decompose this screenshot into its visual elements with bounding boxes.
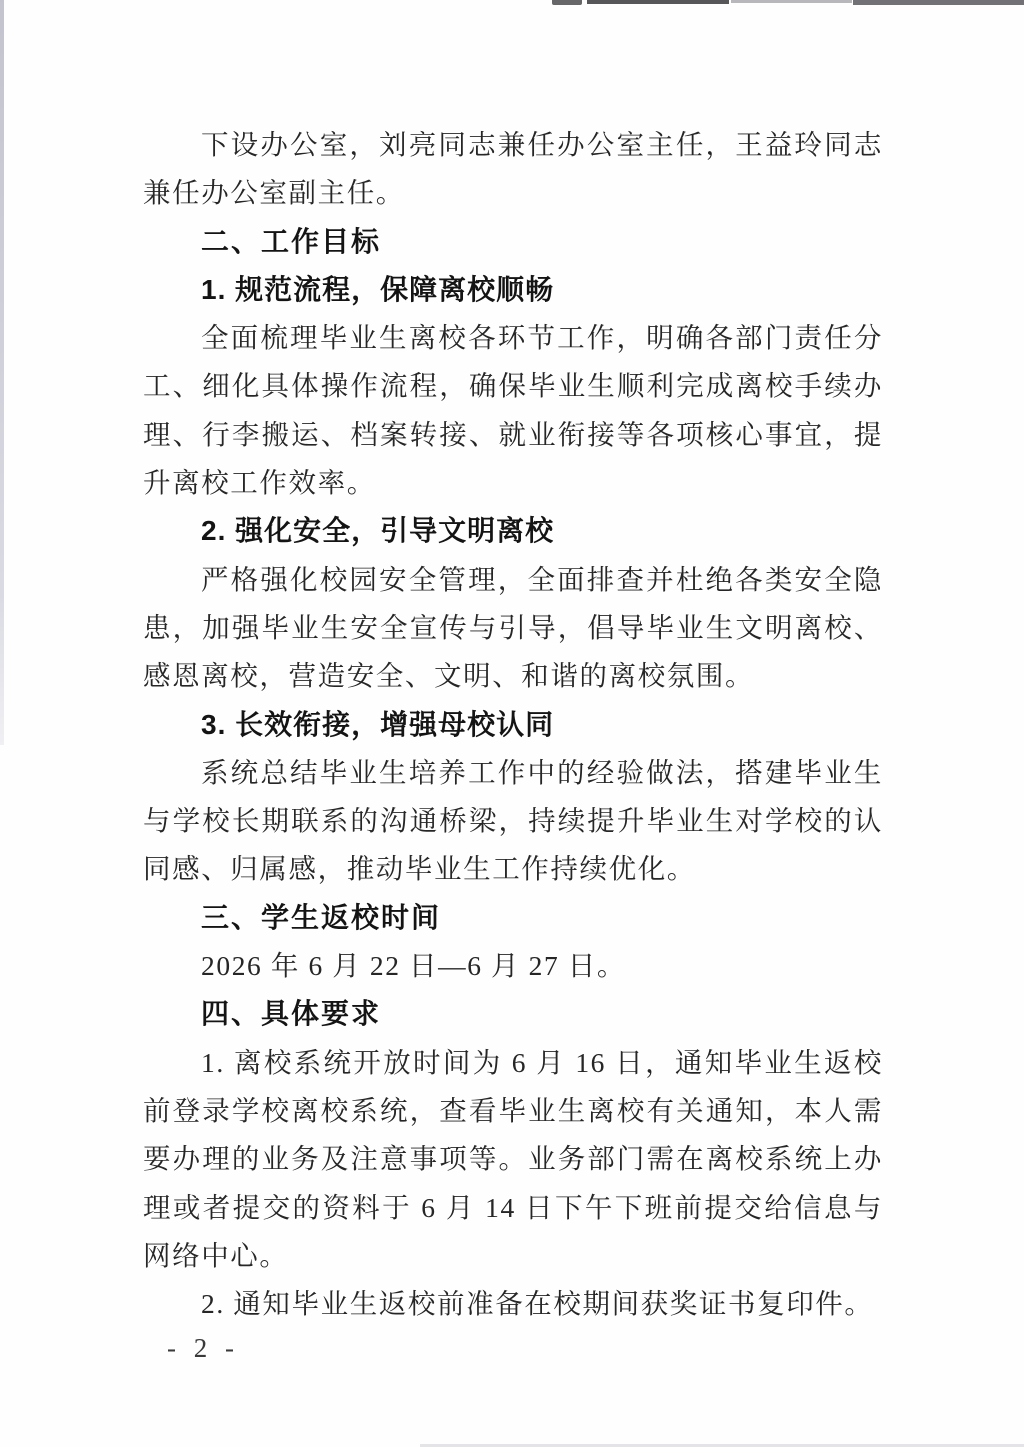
subsection-heading: 1. 规范流程，保障离校顺畅	[201, 273, 555, 305]
scan-artifact-top-edge-segment	[587, 0, 729, 4]
paragraph: 2026 年 6 月 22 日—6 月 27 日。	[201, 950, 626, 982]
scan-artifact-top-edge-segment	[552, 0, 582, 5]
paragraph: 1. 离校系统开放时间为 6 月 16 日，通知毕业生返校前登录学校离校系统，查看毕业生离校有关通知，本人需要办理的业务及注意事项等。业务部门需在离校系统上办理或者提交的资料于 6 月 14 日下午下班前提交给信息与网络中心。	[143, 1046, 883, 1271]
section-heading: 二、工作目标	[201, 225, 382, 257]
paragraph: 系统总结毕业生培养工作中的经验做法，搭建毕业生与学校长期联系的沟通桥梁，持续提升毕业生对学校的认同感、归属感，推动毕业生工作持续优化。	[143, 756, 883, 885]
scan-artifact-left-edge	[0, 0, 4, 745]
paragraph: 2. 通知毕业生返校前准备在校期间获奖证书复印件。	[201, 1288, 874, 1320]
paragraph: 严格强化校园安全管理，全面排查并杜绝各类安全隐患，加强毕业生安全宣传与引导，倡导毕业生文明离校、感恩离校，营造安全、文明、和谐的离校氛围。	[143, 563, 883, 692]
subsection-heading: 2. 强化安全，引导文明离校	[201, 515, 555, 547]
page-number: - 2 -	[167, 1333, 235, 1363]
subsection-heading: 3. 长效衔接，增强母校认同	[201, 708, 555, 740]
paragraph: 全面梳理毕业生离校各环节工作，明确各部门责任分工、细化具体操作流程，确保毕业生顺利完成离校手续办理、行李搬运、档案转接、就业衔接等各项核心事宜，提升离校工作效率。	[143, 322, 883, 499]
section-heading: 四、具体要求	[201, 998, 382, 1030]
document-body	[143, 121, 883, 1328]
section-heading: 三、学生返校时间	[201, 901, 442, 933]
scan-artifact-top-edge-segment	[731, 0, 852, 3]
scan-artifact-top-edge-segment	[853, 0, 1024, 5]
paragraph: 下设办公室，刘亮同志兼任办公室主任，王益玲同志兼任办公室副主任。	[143, 129, 883, 209]
